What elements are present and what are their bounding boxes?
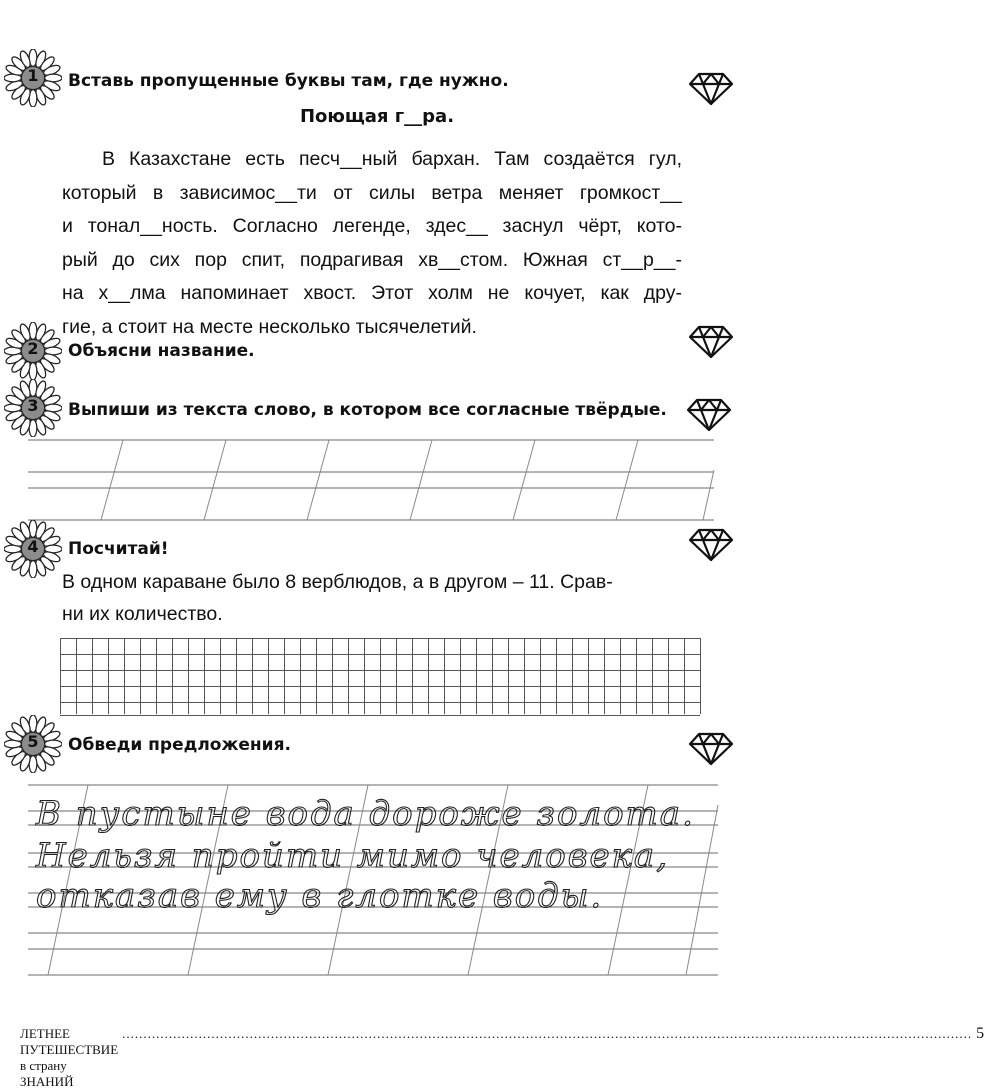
story-line: гие, а стоит на месте несколько тысячелетий. xyxy=(62,315,477,338)
diamond-icon xyxy=(688,732,734,766)
task-number: 5 xyxy=(27,732,39,751)
story-line: и тонал__ность. Согласно легенде, здес__ заснул чёрт, кото- xyxy=(62,215,682,237)
diamond-icon xyxy=(688,325,734,359)
task-3-title: Выпиши из текста слово, в котором все согласные твёрдые. xyxy=(68,400,667,420)
task-number: 1 xyxy=(27,66,39,85)
task-4-title: Посчитай! xyxy=(68,539,169,559)
story-line: который в зависимос__ти от силы ветра меняет громкост__ xyxy=(62,181,682,204)
task-2-title: Объясни название. xyxy=(68,341,255,361)
task-4-line: В одном караване было 8 верблюдов, а в другом – 11. Срав- xyxy=(62,571,613,593)
task-2-badge xyxy=(4,322,62,385)
task-5-title: Обведи предложения. xyxy=(68,735,291,755)
task-4-badge xyxy=(4,520,62,583)
task-4-text xyxy=(62,566,684,630)
cursive-line-1: В пустыне вода дороже золота. xyxy=(36,794,695,834)
task-1-badge xyxy=(4,49,62,112)
story-line: на х__лма напоминает хвост. Этот холм не кочует, как дру- xyxy=(62,282,682,304)
task-number: 3 xyxy=(27,396,39,415)
page-footer xyxy=(20,1025,984,1090)
footer-title: ЛЕТНЕЕ ПУТЕШЕСТВИЕ в страну ЗНАНИЙ xyxy=(20,1026,119,1089)
story-text xyxy=(62,143,682,344)
cursive-tracing-area[interactable] xyxy=(28,775,718,995)
footer-dots: ........................................................................................................................................................................................................ xyxy=(122,1026,973,1041)
diamond-icon xyxy=(686,398,732,432)
story-title: Поющая г__ра. xyxy=(299,106,455,127)
cursive-line-2: Нельзя пройти мимо человека, xyxy=(36,836,670,876)
handwriting-lines[interactable] xyxy=(28,430,714,522)
task-5-badge xyxy=(4,715,62,778)
diamond-icon xyxy=(688,72,734,106)
answer-grid[interactable] xyxy=(60,638,700,716)
task-number: 4 xyxy=(27,537,39,556)
story-line: рый до сих пор спит, подрагивая хв__стом. Южная ст__р__- xyxy=(62,248,682,271)
story-line: В Казахстане есть песч__ный бархан. Там создаётся гул, xyxy=(102,148,682,170)
task-1-title: Вставь пропущенные буквы там, где нужно. xyxy=(68,71,509,91)
task-4-line: ни их количество. xyxy=(62,603,223,625)
cursive-line-3: отказав ему в глотке воды. xyxy=(36,876,604,916)
page-number: 5 xyxy=(976,1025,984,1042)
task-number: 2 xyxy=(27,339,39,358)
diamond-icon xyxy=(688,528,734,562)
